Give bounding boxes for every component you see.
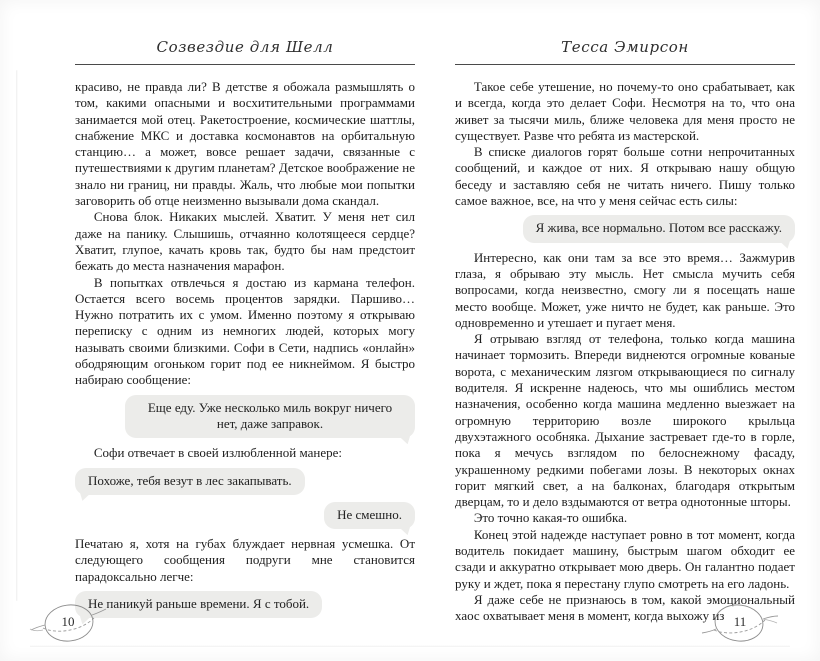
paragraph: Снова блок. Никаких мыслей. Хватит. У меня нет сил даже на панику. Слышишь, отчаянно колотящееся сердце? Хватит, глупое, качать кровь так, будто бы нам предстоит бежать до места назначения марафон. xyxy=(75,209,415,274)
left-page-number-ornament xyxy=(28,598,108,652)
incoming-message-bubble: Похоже, тебя везут в лес закапывать. xyxy=(75,468,305,495)
right-page-body xyxy=(455,79,795,625)
paragraph: Печатаю я, хотя на губах блуждает нервная усмешка. От следующего сообщения подруги мне становится парадоксально легче: xyxy=(75,536,415,584)
message-bubble-row xyxy=(75,502,415,529)
outgoing-message-bubble: Еще еду. Уже несколько миль вокруг ничего нет, даже заправок. xyxy=(125,395,415,439)
right-page-number-ornament xyxy=(700,598,780,652)
left-page-number: 10 xyxy=(61,614,75,629)
left-page-body xyxy=(75,79,415,618)
paragraph: Я даже себе не признаюсь в том, какой эмоциональный хаос охватывает меня в момент, когда выхожу из xyxy=(455,591,795,624)
paragraph: Интересно, как они там за все это время… Зажмурив глаза, я обрываю эту мысль. Нет смысла мучить себя вопросами, когда неизвестно, смогу ли я посещать наше место вообще. Может, уже ничто не будет, как раньше. Это одновременно и утешает и пугает меня. xyxy=(455,249,795,330)
left-header-title: Созвездие для Шелл xyxy=(156,38,334,56)
right-page-number: 11 xyxy=(733,614,747,629)
outgoing-message-bubble: Я жива, все нормально. Потом все расскажу. xyxy=(523,215,795,242)
page-edge-artifact xyxy=(16,70,18,601)
paragraph: Такое себе утешение, но почему-то оно срабатывает, как и всегда, когда это делает Софи. Несмотря на то, что она живет за тысячи миль, ближе человека для меня просто не существует. Разве что ребята из мастерской. xyxy=(455,79,795,143)
paragraph: В списке диалогов горят больше сотни непрочитанных сообщений, и каждое от них. Я открываю нашу общую беседу и заставляю себя не читать ничего. Пишу только самое важное, все, на что у меня сейчас есть силы: xyxy=(455,144,795,209)
paragraph: Я отрываю взгляд от телефона, только когда машина начинает тормозить. Впереди виднеются огромные кованые ворота, с механическим лязгом открывающиеся по сигналу водителя. Я искренне надеюсь, что мы ошиблись местом назначения, особенно когда машина медленно выезжает на огромную территорию возле широкого крыльца двухэтажного особняка. Дыхание застревает где-то в горле, пока я мечусь взглядом по белоснежному фасаду, украшенному редкими побегами лозы. В некоторых окнах горит мягкий свет, а на балконах, благодаря открытым дверцам, то и дело вздымаются от ветра однотонные шторы. xyxy=(455,331,795,510)
left-page xyxy=(75,0,415,661)
right-page xyxy=(455,0,795,661)
incoming-message-bubble: Не паникуй раньше времени. Я с тобой. xyxy=(75,591,322,618)
paragraph: Софи отвечает в своей излюбленной манере: xyxy=(93,445,342,461)
paragraph: Конец этой надежде наступает ровно в тот момент, когда водитель покидает машину, быстрым шагом обходит ее сзади и аккуратно открывает мою дверь. Он галантно подает руку и ждет, пока я перестану глупо смотреть на его ладонь. xyxy=(455,526,795,591)
message-bubble-row xyxy=(75,468,415,495)
paragraph: Это точно какая-то ошибка. xyxy=(473,510,628,526)
right-header-title: Тесса Эмирсон xyxy=(561,38,689,56)
paragraph: красиво, не правда ли? В детстве я обожала размышлять о том, какими опасными и восхитительными программами занимается мой отец. Ракетостроение, космические шаттлы, снабжение МКС и доставка космонавтов на орбитальную станцию… а может, вовсе решает задачи, связанные с путешествиями к другим планетам? Детское воображение не знало ни границ, ни правды. Жаль, что любые мои попытки заговорить об отце неизменно вызывали дома скандал. xyxy=(75,79,415,209)
message-bubble-row xyxy=(455,215,795,242)
paragraph: В попытках отвлечься я достаю из кармана телефон. Остается всего восемь процентов зарядки. Паршиво… Нужно потратить их с умом. Именно поэтому я открываю переписку с одним из немногих людей, которых могу называть своими близкими. Софи в Сети, надпись «онлайн» ободряющим огоньком горит под ее никнеймом. Я быстро набираю сообщение: xyxy=(75,274,415,388)
left-running-header xyxy=(75,38,415,65)
right-running-header xyxy=(455,38,795,65)
message-bubble-row xyxy=(75,395,415,439)
outgoing-message-bubble: Не смешно. xyxy=(324,502,415,529)
message-bubble-row xyxy=(75,591,415,618)
